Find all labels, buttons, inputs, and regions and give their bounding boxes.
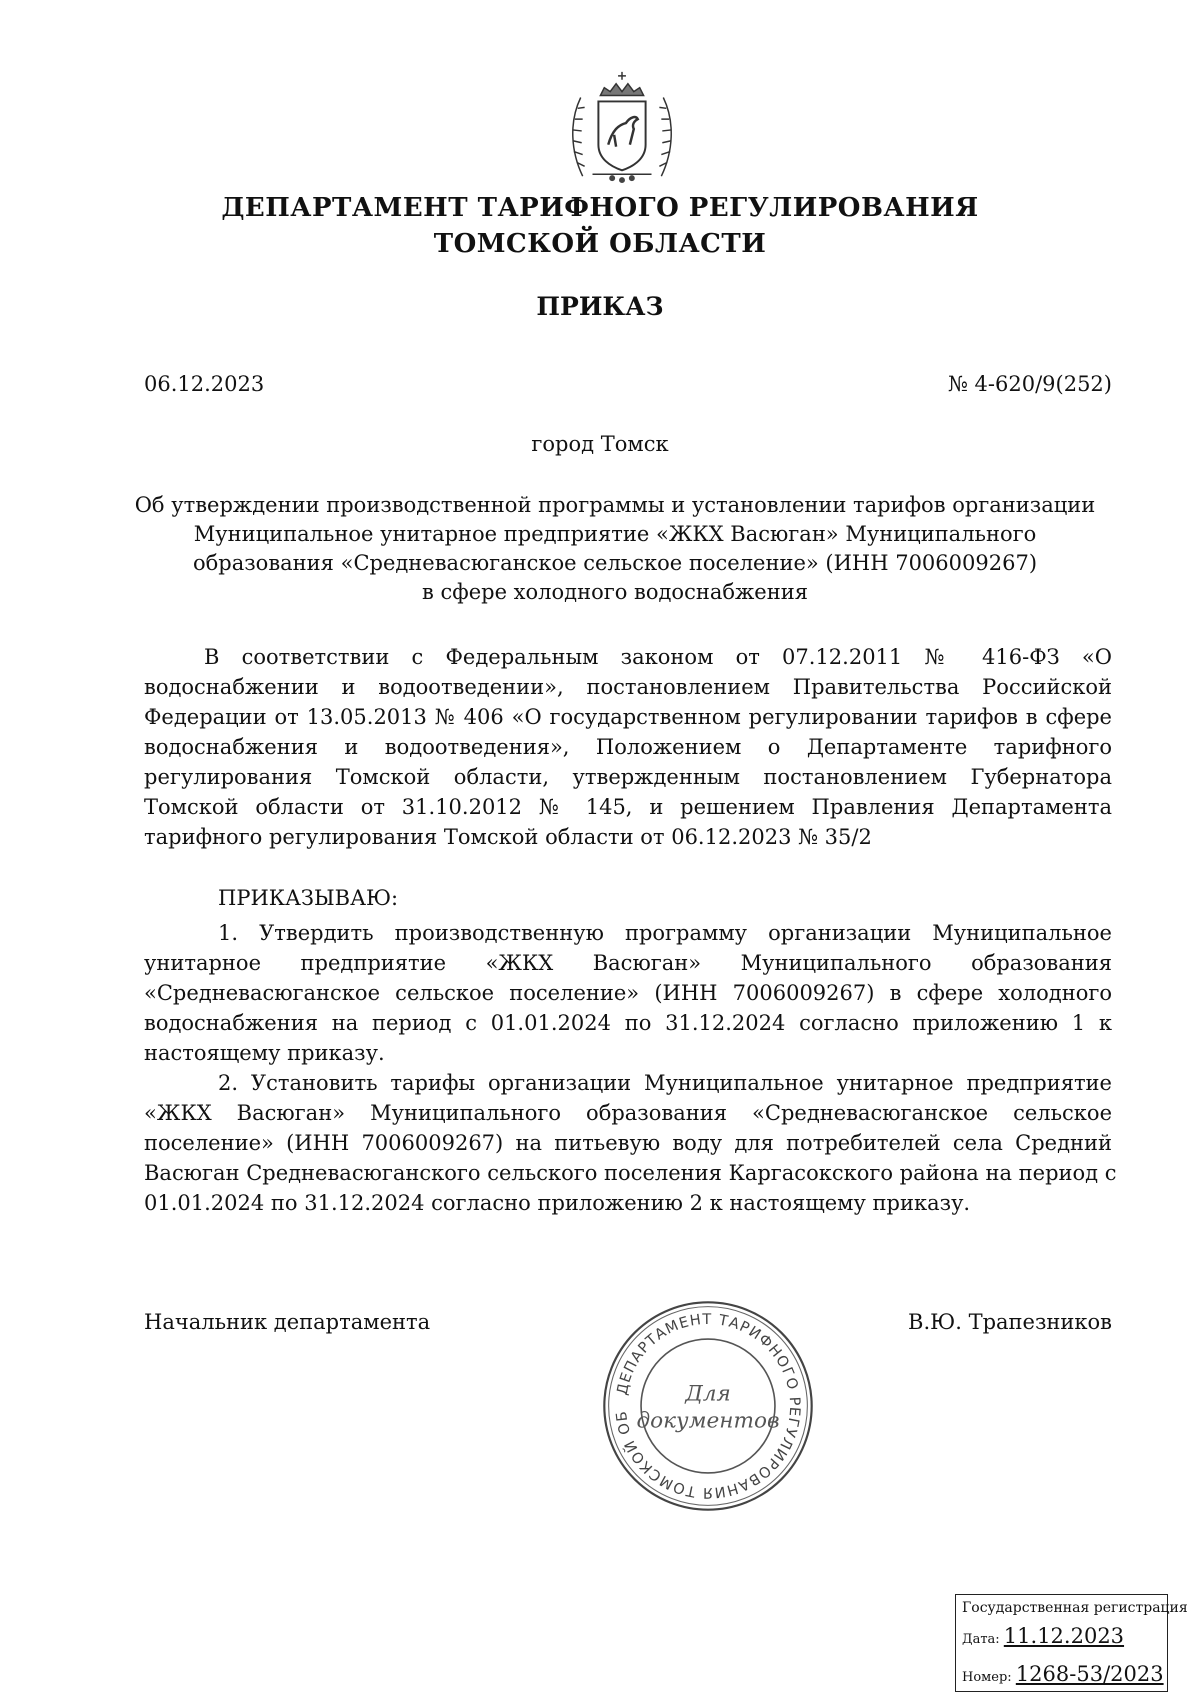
order-item-line: настоящему приказу. xyxy=(144,1041,385,1065)
registration-date-value: 11.12.2023 xyxy=(1003,1624,1125,1648)
preamble-line: регулирования Томской области, утвержденным постановлением Губернатора xyxy=(144,765,1112,789)
order-item-line: 01.01.2024 по 31.12.2024 согласно приложению 2 к настоящему приказу. xyxy=(144,1191,971,1215)
registration-title: Государственная регистрация xyxy=(962,1600,1188,1616)
order-item-line: «ЖКХ Васюган» Муниципального образования «Средневасюганское сельское xyxy=(144,1101,1112,1125)
department-heading xyxy=(0,190,1200,262)
state-registration-box xyxy=(955,1594,1188,1692)
signatory-name: В.Ю. Трапезников xyxy=(908,1310,1112,1334)
subject-line: Об утверждении производственной программы и установлении тарифов организации xyxy=(134,493,1096,517)
order-item-line: унитарное предприятие «ЖКХ Васюган» Муниципального образования xyxy=(144,951,1112,975)
department-name-line1: ДЕПАРТАМЕНТ ТАРИФНОГО РЕГУЛИРОВАНИЯ xyxy=(221,193,979,223)
order-item-line: «Средневасюганское сельское поселение» (ИНН 7006009267) в сфере холодного xyxy=(144,981,1112,1005)
preamble-line: В соответствии с Федеральным законом от 07.12.2011 № 416-ФЗ «О xyxy=(204,645,1112,669)
svg-text:Для: Для xyxy=(685,1381,731,1407)
registration-date-label: Дата: xyxy=(962,1632,1000,1647)
department-name-line2: ТОМСКОЙ ОБЛАСТИ xyxy=(433,229,767,259)
official-seal-stamp xyxy=(600,1298,816,1514)
order-item-line: водоснабжения на период с 01.01.2024 по 31.12.2024 согласно приложению 1 к xyxy=(144,1011,1112,1035)
order-date: 06.12.2023 xyxy=(144,372,265,396)
preamble-line: Томской области от 31.10.2012 № 145, и решением Правления Департамента xyxy=(144,795,1112,819)
signatory-role: Начальник департамента xyxy=(144,1310,431,1334)
orders-heading: ПРИКАЗЫВАЮ: xyxy=(218,886,399,910)
city-line: город Томск xyxy=(531,432,669,456)
preamble-line: Федерации от 13.05.2013 № 406 «О государственном регулировании тарифов в сфере xyxy=(144,705,1112,729)
order-item-line: 2. Установить тарифы организации Муниципальное унитарное предприятие xyxy=(218,1071,1112,1095)
preamble-paragraph xyxy=(144,642,1112,852)
subject-line: Муниципальное унитарное предприятие «ЖКХ Васюган» Муниципального xyxy=(193,522,1037,546)
coat-of-arms-emblem xyxy=(563,68,681,186)
order-item-line: 1. Утвердить производственную программу организации Муниципальное xyxy=(218,921,1112,945)
preamble-line: тарифного регулирования Томской области от 06.12.2023 № 35/2 xyxy=(144,825,872,849)
preamble-line: водоснабжения и водоотведения», Положением о Департаменте тарифного xyxy=(144,735,1112,759)
registration-number-label: Номер: xyxy=(962,1670,1012,1685)
subject-line: образования «Средневасюганское сельское поселение» (ИНН 7006009267) xyxy=(192,551,1038,575)
svg-text:ДЕПАРТАМЕНТ ТАРИФНОГО РЕГУЛИРО: ДЕПАРТАМЕНТ ТАРИФНОГО РЕГУЛИРОВАНИЯ ТОМСКОЙ ОБ xyxy=(612,1310,804,1502)
order-subject xyxy=(120,491,1110,607)
document-type-title: ПРИКАЗ xyxy=(536,292,664,321)
order-item-line: поселение» (ИНН 7006009267) на питьевую воду для потребителей села Средний xyxy=(144,1131,1112,1155)
preamble-line: водоснабжении и водоотведении», постановлением Правительства Российской xyxy=(144,675,1112,699)
order-items xyxy=(144,918,1117,1218)
order-number: № 4-620/9(252) xyxy=(948,372,1112,396)
registration-number-row xyxy=(962,1657,1164,1695)
order-item-line: Васюган Средневасюганского сельского поселения Каргасокского района на период с xyxy=(144,1161,1117,1185)
registration-number-value: 1268-53/2023 xyxy=(1015,1662,1164,1686)
registration-date-row xyxy=(962,1619,1161,1657)
subject-line: в сфере холодного водоснабжения xyxy=(422,580,808,604)
svg-text:документов: документов xyxy=(636,1408,780,1434)
